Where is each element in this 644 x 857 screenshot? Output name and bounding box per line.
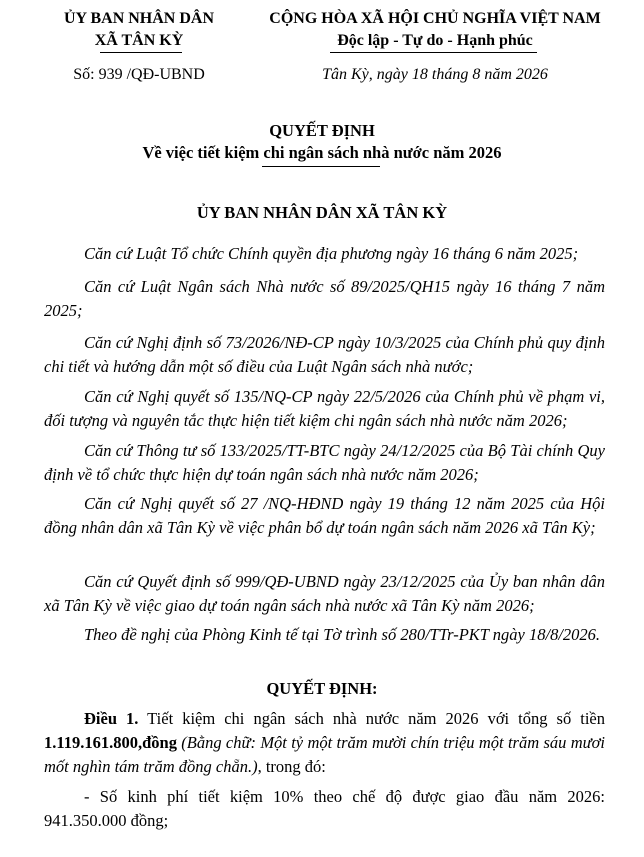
article-1-text: Tiết kiệm chi ngân sách nhà nước năm 2026 với tổng số tiền — [138, 709, 606, 728]
document-number: Số: 939 /QĐ-UBND — [73, 66, 205, 83]
legal-basis-2: Căn cứ Luật Ngân sách Nhà nước số 89/2025/QH15 ngày 16 tháng 7 năm 2025; — [44, 277, 605, 320]
national-title: CỘNG HÒA XÃ HỘI CHỦ NGHĨA VIỆT NAM — [269, 10, 601, 27]
legal-basis-6: Căn cứ Nghị quyết số 27 /NQ-HĐND ngày 19 tháng 12 năm 2025 của Hội đồng nhân dân xã Tân Kỳ về việc phân bổ dự toán ngân sách năm 2026 xã Tân Kỳ; — [44, 494, 605, 537]
article-1-label: Điều 1. — [84, 709, 139, 728]
article-1-item-1: - Số kinh phí tiết kiệm 10% theo chế độ được giao đầu năm 2026: 941.350.000 đồng; — [44, 787, 605, 830]
legal-basis-1: Căn cứ Luật Tổ chức Chính quyền địa phương ngày 16 tháng 6 năm 2025; — [84, 244, 579, 263]
article-1-amount: 1.119.161.800,đồng — [44, 733, 177, 752]
legal-basis-4: Căn cứ Nghị quyết số 135/NQ-CP ngày 22/5/2026 của Chính phủ về phạm vi, đối tượng và nguyên tắc thực hiện tiết kiệm chi ngân sách nhà nước năm 2026; — [44, 387, 605, 430]
legal-basis-3: Căn cứ Nghị định số 73/2026/NĐ-CP ngày 10/3/2025 của Chính phủ quy định chi tiết và hướng dẫn một số điều của Luật Ngân sách nhà nước; — [44, 333, 605, 376]
decision-heading: QUYẾT ĐỊNH: — [266, 679, 378, 698]
issuer-commune: XÃ TÂN KỲ — [94, 32, 184, 49]
issuer-name: ỦY BAN NHÂN DÂN — [63, 10, 215, 27]
document-type-heading: QUYẾT ĐỊNH — [269, 121, 375, 140]
article-1 — [44, 707, 605, 779]
document-subject: Về việc tiết kiệm chi ngân sách nhà nước năm 2026 — [142, 143, 502, 162]
legal-basis-5: Căn cứ Thông tư số 133/2025/TT-BTC ngày 24/12/2025 của Bộ Tài chính Quy định về tổ chức thực hiện dự toán ngân sách nhà nước năm 2026; — [44, 441, 605, 484]
motto-underline — [330, 52, 537, 53]
legal-basis-8: Theo đề nghị của Phòng Kinh tế tại Tờ trình số 280/TTr-PKT ngày 18/8/2026. — [84, 625, 601, 644]
article-1-amount-words: (Bằng chữ: Một tỷ một trăm mười chín triệu một trăm sáu mươi mốt nghìn tám trăm đồng chẵn.) — [44, 733, 605, 776]
subject-underline — [262, 166, 380, 167]
article-1-text-end: , trong đó: — [257, 757, 326, 776]
issue-date: Tân Kỳ, ngày 18 tháng 8 năm 2026 — [322, 66, 548, 83]
issuer-underline — [100, 52, 182, 53]
legal-basis-7: Căn cứ Quyết định số 999/QĐ-UBND ngày 23/12/2025 của Ủy ban nhân dân xã Tân Kỳ về việc giao dự toán ngân sách nhà nước xã Tân Kỳ năm 2026; — [44, 572, 605, 615]
national-motto: Độc lập - Tự do - Hạnh phúc — [337, 32, 533, 49]
issuing-authority: ỦY BAN NHÂN DÂN XÃ TÂN KỲ — [196, 203, 448, 222]
